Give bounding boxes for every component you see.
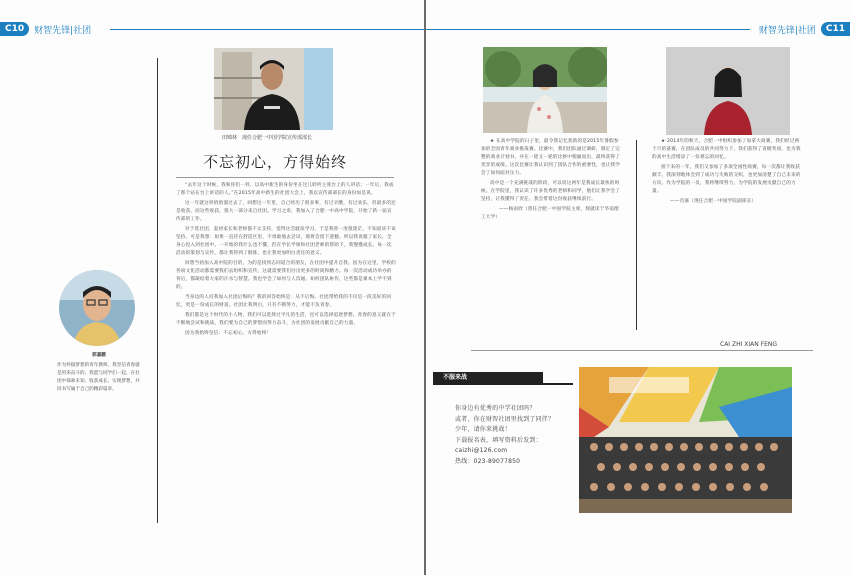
teacher-avatar [59, 270, 135, 346]
left-section-title: 财智先锋|社团 [34, 25, 92, 36]
article-1-paragraph: ★ 在高中学院的日子里，最令我记忆犹新的是2015年暑假参加的全国青年商业挑战赛。比赛中，我们团队通过调研，制定了完整的商业计划书，并在一轮又一轮的比拼中脱颖而出，最终获得了优异的成绩。这次比赛让我认识到了团队合作的重要性，也让我学会了如何面对压力。 [481, 139, 621, 176]
recruit-line: 少年，请你来挑战！ [455, 426, 511, 433]
article-1-signature: ——杨雨欣（曾任合肥一中国学院主席，现就读于华南理工大学） [481, 207, 619, 220]
recruit-email: caizhi@126.com [455, 447, 508, 454]
left-page-header [0, 22, 96, 36]
body-paragraph: “去年这个时候，我和你们一样，以高中新生的身份坐在这儿聆听主席台上的人讲话；一年后，我成了那个站在台上讲话的人。”在2015年高中新生的社团大会上，我以宣传部部长的身份如是说。 [176, 183, 394, 196]
body-paragraph: 当身边的人问我加入社团后悔吗？我的回答始终是：从不后悔。社团带给我的不仅是一段美好的回忆，更是一份成长的财富。社团让我明白，只有不断努力，才能不负青春。 [176, 295, 392, 308]
recruit-line: 下载报名表，填写资料后发到： [455, 436, 542, 444]
recruit-banner-underline [433, 383, 573, 385]
portrait-caption: 田锦林 现任合肥一中国学院宣传部部长 [222, 135, 313, 141]
right-column-rule [636, 140, 637, 330]
body-paragraph: 回想当初加入高中院的目的，为的是找到志同道合的朋友，在社团中提升自我。因为在这里，学校的各项文化活动都需要我们去组织和宣传，这就需要我们付出更多的时间和精力。每一次活动成功举办的背后，都凝结着大家的汗水与智慧。我也学会了如何与人沟通、如何团队协作，这些都是课本上学不到的。 [176, 261, 396, 290]
teacher-bio-text: 作为怀揣梦想的青年教师，我坚信青春就是用来奋斗的。我愿与同学们一起，在社团中探索未知、收获成长、实现梦想，共同书写属于自己的精彩篇章。 [57, 363, 140, 392]
right-page-header [754, 22, 850, 36]
left-header-rule [110, 29, 424, 30]
article-2-signature: ——肖嘉（现任合肥一中国学院副部长） [670, 199, 757, 204]
student-photo-2 [666, 47, 790, 135]
article-2-paragraph: 接下来的一年，我们又参加了多项全国性商赛，每一次都让我收获颇丰。我深刻地体会到了成功与失败的交织，也更加清楚了自己未来的方向。作为学院的一员，我将继续努力，为学院的发展贡献自己的力量。 [652, 165, 801, 194]
teacher-bio [57, 352, 141, 394]
body-paragraph: 因为我始终坚信：不忘初心，方得始终！ [185, 331, 272, 336]
article-2 [652, 138, 802, 333]
article-body [176, 182, 396, 527]
recruit-line: 或者，你在财智社团里找到了同伴？ [455, 415, 555, 423]
title-underline [176, 177, 394, 178]
article-2-paragraph: ★ 2014年的秋天，合肥一中组织参加了加拿大商赛，我们经过两个月的备赛，在团队成员的共同努力下，我们获得了省级奖项，也为我的高中生活增添了一份难忘的回忆。 [652, 139, 801, 160]
left-column-rule [157, 58, 158, 523]
recruit-line: 你身边有优秀的中学社团吗？ [455, 405, 536, 412]
section-divider [471, 350, 813, 351]
article-1 [481, 138, 621, 308]
left-page [0, 0, 424, 575]
body-paragraph: 对于选社团，起初家长和老师都不太支持，觉得这会耽误学习。于是我曾一度很迷茫，不知道该不该坚持。可是我想：如果一直待在舒适区里，不勇敢地去尝试，那将会留下遗憾。所以我说服了家长，全身心投入到社团中。一开始的我什么也不懂，但在学长学姐和社团老师的帮助下，我慢慢成长。每一次活动的策划与宣传，都让我得到了锻炼，也让我更加明白责任的意义。 [176, 227, 396, 256]
article-1-paragraph: 高中是一个充满挑战的阶段，可以说这两年是我成长最快的时候。在学院里，我认识了许多优秀的老师和同学，他们让我学会了坚持，让我懂得了责任。我会带着这份收获继续前行。 [481, 181, 621, 202]
teacher-name: 郭嘉鹏 [92, 353, 106, 358]
right-header-rule [426, 29, 750, 30]
group-photo [579, 367, 792, 513]
student-photo-1 [483, 47, 607, 133]
portrait-photo [214, 48, 333, 130]
recruit-text [455, 404, 585, 467]
recruit-hotline: 热线：023-89077850 [455, 457, 521, 465]
recruit-banner: 不服来战 [433, 372, 543, 383]
right-page-number: C11 [821, 22, 850, 36]
body-paragraph: 这一年就这样悄悄溜过去了，回想这一年里，自己经历了很多事，有过辛酸，有过欢乐，但最多的还是收获。而这些收获，很大一部分来自社团。学习之余，我加入了合肥一中高中学院，开始了新一届宣传部的工作。 [176, 201, 396, 222]
byline: CAI ZHI XIAN FENG [720, 341, 778, 348]
right-section-title: 财智先锋|社团 [758, 25, 816, 36]
left-page-number: C10 [0, 22, 29, 36]
right-page [426, 0, 850, 575]
article-title: 不忘初心，方得始终 [203, 153, 348, 171]
body-paragraph: 我们都是这个时代的小人物，我们可以选择过平凡的生活，也可以选择追逐梦想。青春的意义就在于不断地尝试和挑战。我们要为自己的梦想而努力奋斗，为社团的发展贡献自己的力量。 [176, 313, 396, 326]
